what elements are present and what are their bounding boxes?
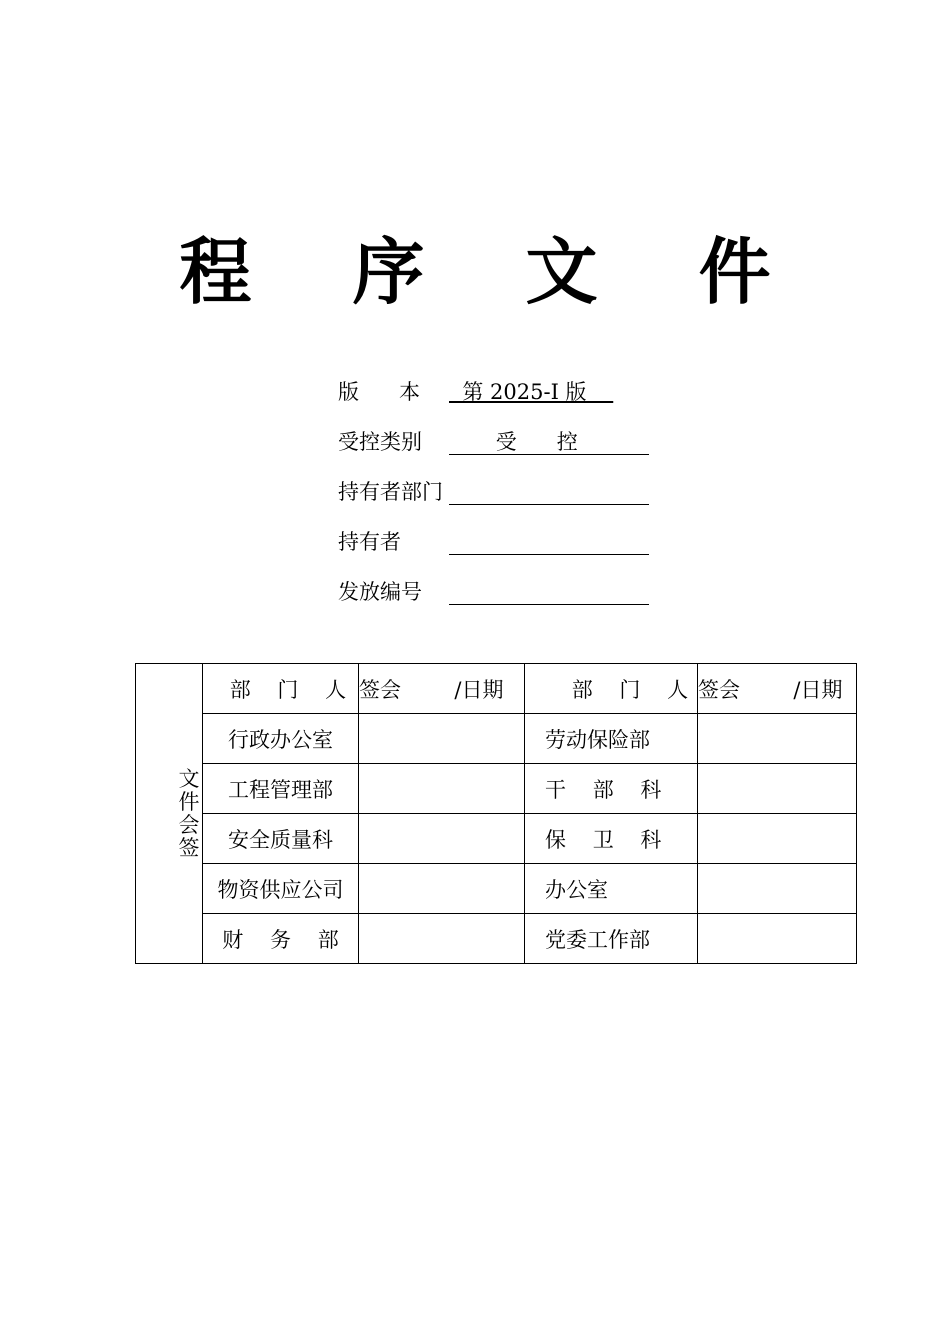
field-underline	[449, 527, 649, 555]
sign-right-cell[interactable]	[698, 864, 857, 914]
field-underline	[449, 577, 649, 605]
document-title: 程 序 文 件	[179, 230, 809, 314]
table-row	[136, 764, 857, 814]
header-sign-right: 签会 /日期	[698, 664, 857, 714]
field-label: 版 本	[338, 380, 421, 404]
countersign-table	[135, 663, 857, 964]
dept-left-cell: 物资供应公司	[203, 864, 359, 914]
sign-left-cell[interactable]	[359, 914, 525, 964]
field-label: 受控类别	[338, 430, 422, 454]
dept-left-cell: 财 务 部	[203, 914, 359, 964]
sign-right-cell[interactable]	[698, 814, 857, 864]
dept-right-cell: 办公室	[525, 864, 698, 914]
dept-right-cell: 干 部 科	[525, 764, 698, 814]
dept-right-cell: 劳动保险部	[525, 714, 698, 764]
sign-right-cell[interactable]	[698, 714, 857, 764]
field-label: 持有者部门	[338, 480, 443, 504]
field-value: 受 控	[449, 430, 578, 454]
sign-left-cell[interactable]	[359, 714, 525, 764]
table-row	[136, 714, 857, 764]
dept-left-cell: 安全质量科	[203, 814, 359, 864]
field-value: 第 2025-I 版	[449, 380, 614, 404]
field-underline	[449, 477, 649, 505]
table-header-row	[136, 664, 857, 714]
header-dept-left: 部 门 人	[203, 664, 359, 714]
dept-right-cell: 保 卫 科	[525, 814, 698, 864]
sign-left-cell[interactable]	[359, 814, 525, 864]
side-label: 文件会签	[178, 766, 200, 860]
field-label: 发放编号	[338, 580, 422, 604]
field-label: 持有者	[338, 530, 401, 554]
dept-left-cell: 行政办公室	[203, 714, 359, 764]
table-row	[136, 914, 857, 964]
dept-right-cell: 党委工作部	[525, 914, 698, 964]
header-dept-right: 部 门 人	[525, 664, 698, 714]
sign-right-cell[interactable]	[698, 914, 857, 964]
header-sign-left: 签会 /日期	[359, 664, 525, 714]
dept-left-cell: 工程管理部	[203, 764, 359, 814]
sign-left-cell[interactable]	[359, 864, 525, 914]
table-row	[136, 814, 857, 864]
table-row	[136, 864, 857, 914]
sign-right-cell[interactable]	[698, 764, 857, 814]
sign-left-cell[interactable]	[359, 764, 525, 814]
side-label-cell	[136, 664, 203, 964]
